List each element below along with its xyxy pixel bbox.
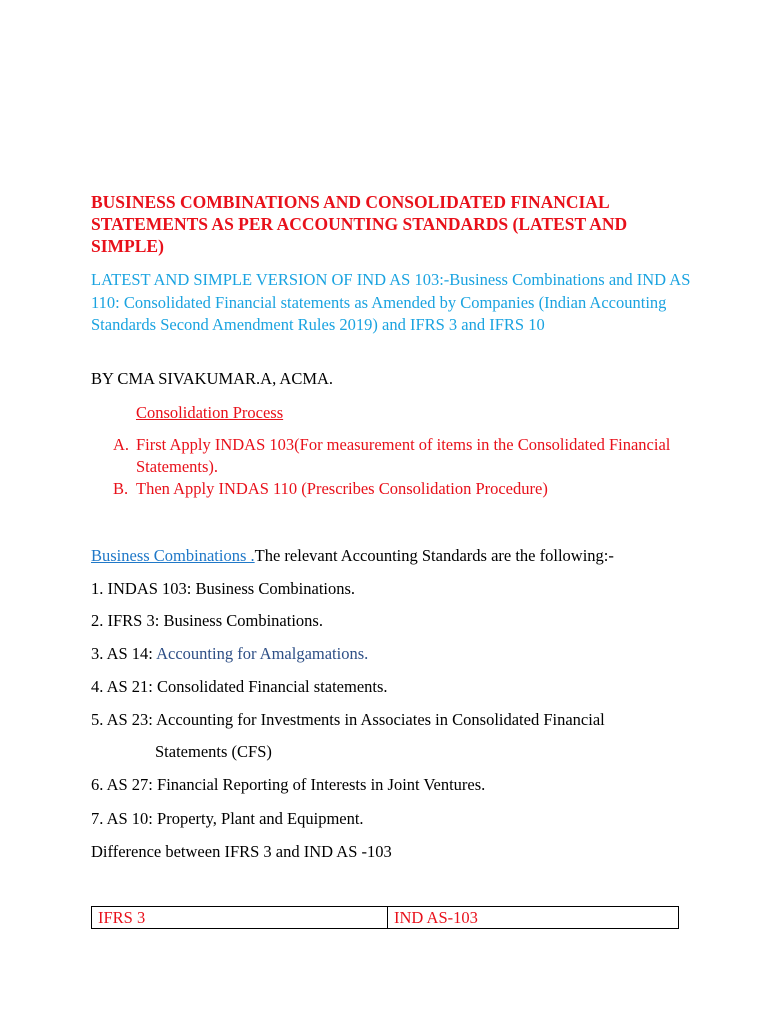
step-text: First Apply INDAS 103(For measurement of items in the Consolidated Financial Statements). bbox=[136, 435, 671, 476]
standard-number: 1. INDAS 103: bbox=[91, 579, 196, 598]
standard-number: 3. AS 14: bbox=[91, 644, 157, 663]
standard-number: 6. AS 27: bbox=[91, 775, 158, 794]
standard-item bbox=[91, 610, 323, 632]
standard-name: Financial Reporting of Interests in Joint Ventures. bbox=[157, 775, 486, 794]
standard-name: Accounting for Investments in Associates in Consolidated Financial bbox=[156, 710, 605, 729]
standard-item bbox=[91, 643, 368, 665]
document-title: BUSINESS COMBINATIONS AND CONSOLIDATED FINANCIAL STATEMENTS AS PER ACCOUNTING STANDARDS (LATEST AND SIMPLE) bbox=[91, 192, 628, 256]
business-combinations-link[interactable]: Business Combinations . bbox=[91, 546, 255, 565]
standard-item bbox=[91, 709, 605, 731]
consolidation-steps-list bbox=[91, 434, 691, 500]
standard-number: 5. AS 23: bbox=[91, 710, 157, 729]
step-marker: A. bbox=[113, 435, 130, 454]
standard-item bbox=[91, 578, 355, 600]
standard-item-continuation: Statements (CFS) bbox=[155, 742, 272, 761]
table-header-cell: IFRS 3 bbox=[92, 907, 388, 929]
comparison-table bbox=[91, 906, 679, 929]
standard-number: 7. AS 10: bbox=[91, 809, 158, 828]
difference-heading: Difference between IFRS 3 and IND AS -103 bbox=[91, 842, 392, 861]
table-header-cell: IND AS-103 bbox=[388, 907, 679, 929]
standard-item bbox=[91, 676, 388, 698]
standard-name: Consolidated Financial statements. bbox=[157, 677, 388, 696]
standard-name: Business Combinations. bbox=[163, 611, 323, 630]
standards-intro-text: The relevant Accounting Standards are the following:- bbox=[254, 546, 614, 565]
standard-name: Accounting for Amalgamations. bbox=[156, 644, 369, 663]
document-subtitle: LATEST AND SIMPLE VERSION OF IND AS 103:-Business Combinations and IND AS 110: Consolidated Financial statements as Amended by Companies (Indian Accounting Standards Second Amendment Rules 2019) and IFRS 3 and IFRS 10 bbox=[91, 270, 691, 334]
consolidation-step bbox=[91, 478, 691, 500]
consolidation-step bbox=[91, 434, 691, 478]
standard-name: Business Combinations. bbox=[195, 579, 356, 598]
table-header-row bbox=[92, 907, 679, 929]
author-line: BY CMA SIVAKUMAR.A, ACMA. bbox=[91, 369, 334, 388]
consolidation-process-heading: Consolidation Process bbox=[136, 403, 284, 422]
step-marker: B. bbox=[113, 479, 129, 498]
standard-number: 2. IFRS 3: bbox=[91, 611, 164, 630]
step-text: Then Apply INDAS 110 (Prescribes Consolidation Procedure) bbox=[136, 479, 548, 498]
business-combinations-intro bbox=[91, 545, 711, 567]
standard-name: Property, Plant and Equipment. bbox=[157, 809, 364, 828]
standard-item bbox=[91, 808, 364, 830]
standard-item bbox=[91, 774, 485, 796]
standard-number: 4. AS 21: bbox=[91, 677, 158, 696]
